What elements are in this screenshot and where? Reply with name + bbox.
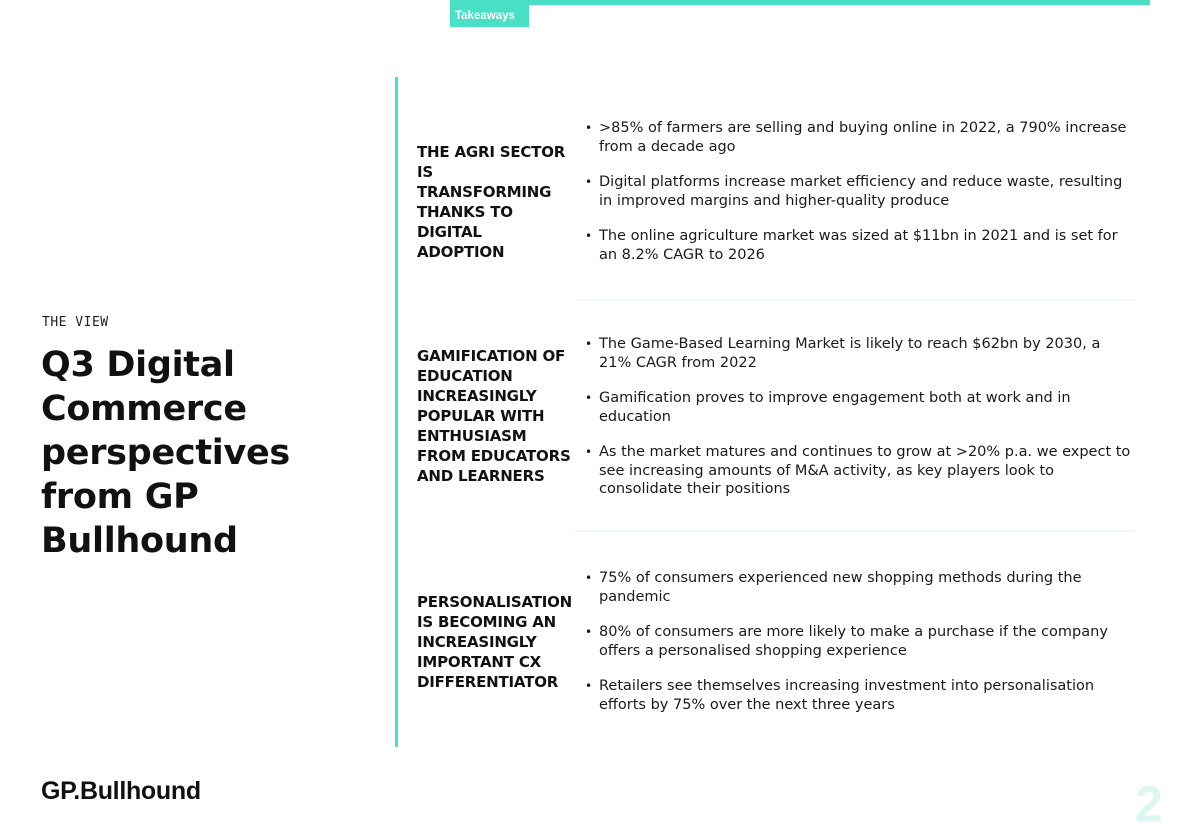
bullet-text: Gamification proves to improve engagement both at work and in education xyxy=(599,390,1071,425)
bullet-text: The Game-Based Learning Market is likely to reach $62bn by 2030, a 21% CAGR from 2022 xyxy=(599,336,1101,371)
gp-bullhound-logo: GP.Bullhound xyxy=(41,777,201,805)
eyebrow-label: THE VIEW xyxy=(42,315,109,330)
bullet-dot-icon: • xyxy=(585,121,593,135)
bullet-text: Retailers see themselves increasing investment into personalisation efforts by 75% over the next three years xyxy=(599,678,1095,713)
bullet-dot-icon: • xyxy=(585,391,593,405)
section-title-gamification: GAMIFICATION OF EDUCATION INCREASINGLY POPULAR WITH ENTHUSIASM FROM EDUCATORS AND LEARNERS xyxy=(417,347,571,485)
takeaways-tag: Takeaways xyxy=(450,5,529,27)
section-bullets-agri xyxy=(584,119,1134,281)
bullet-dot-icon: • xyxy=(585,175,593,189)
list-item xyxy=(584,173,1134,210)
list-item xyxy=(584,623,1134,660)
bullet-text: Digital platforms increase market efficiency and reduce waste, resulting in improved margins and higher-quality produce xyxy=(599,174,1123,209)
bullet-text: 80% of consumers are more likely to make a purchase if the company offers a personalised shopping experience xyxy=(599,624,1108,659)
list-item xyxy=(584,335,1134,372)
bullet-dot-icon: • xyxy=(585,337,593,351)
list-item xyxy=(584,389,1134,426)
section-bullets-gamification xyxy=(584,335,1134,516)
top-accent-bar xyxy=(450,0,1150,5)
section-title-personalisation: PERSONALISATION IS BECOMING AN INCREASINGLY IMPORTANT CX DIFFERENTIATOR xyxy=(417,593,573,691)
page-number: 2 xyxy=(1135,776,1163,824)
bullet-dot-icon: • xyxy=(585,445,593,459)
list-item xyxy=(584,677,1134,714)
bullet-dot-icon: • xyxy=(585,625,593,639)
bullet-dot-icon: • xyxy=(585,679,593,693)
section-title-agri: THE AGRI SECTOR IS TRANSFORMING THANKS TO DIGITAL ADOPTION xyxy=(417,143,566,261)
vertical-divider xyxy=(395,77,398,747)
bullet-text: As the market matures and continues to grow at >20% p.a. we expect to see increasing amounts of M&A activity, as key players look to consolidate their positions xyxy=(599,444,1131,497)
section-bullets-personalisation xyxy=(584,569,1134,731)
section-separator xyxy=(575,530,1135,532)
page-title: Q3 Digital Commerce perspectives from GP Bullhound xyxy=(41,345,290,561)
bullet-dot-icon: • xyxy=(585,229,593,243)
bullet-text: >85% of farmers are selling and buying online in 2022, a 790% increase from a decade ago xyxy=(599,120,1127,155)
section-separator xyxy=(575,299,1135,301)
list-item xyxy=(584,443,1134,499)
bullet-text: 75% of consumers experienced new shopping methods during the pandemic xyxy=(599,570,1082,605)
list-item xyxy=(584,227,1134,264)
bullet-text: The online agriculture market was sized at $11bn in 2021 and is set for an 8.2% CAGR to 2026 xyxy=(599,228,1118,263)
list-item xyxy=(584,569,1134,606)
bullet-dot-icon: • xyxy=(585,571,593,585)
list-item xyxy=(584,119,1134,156)
